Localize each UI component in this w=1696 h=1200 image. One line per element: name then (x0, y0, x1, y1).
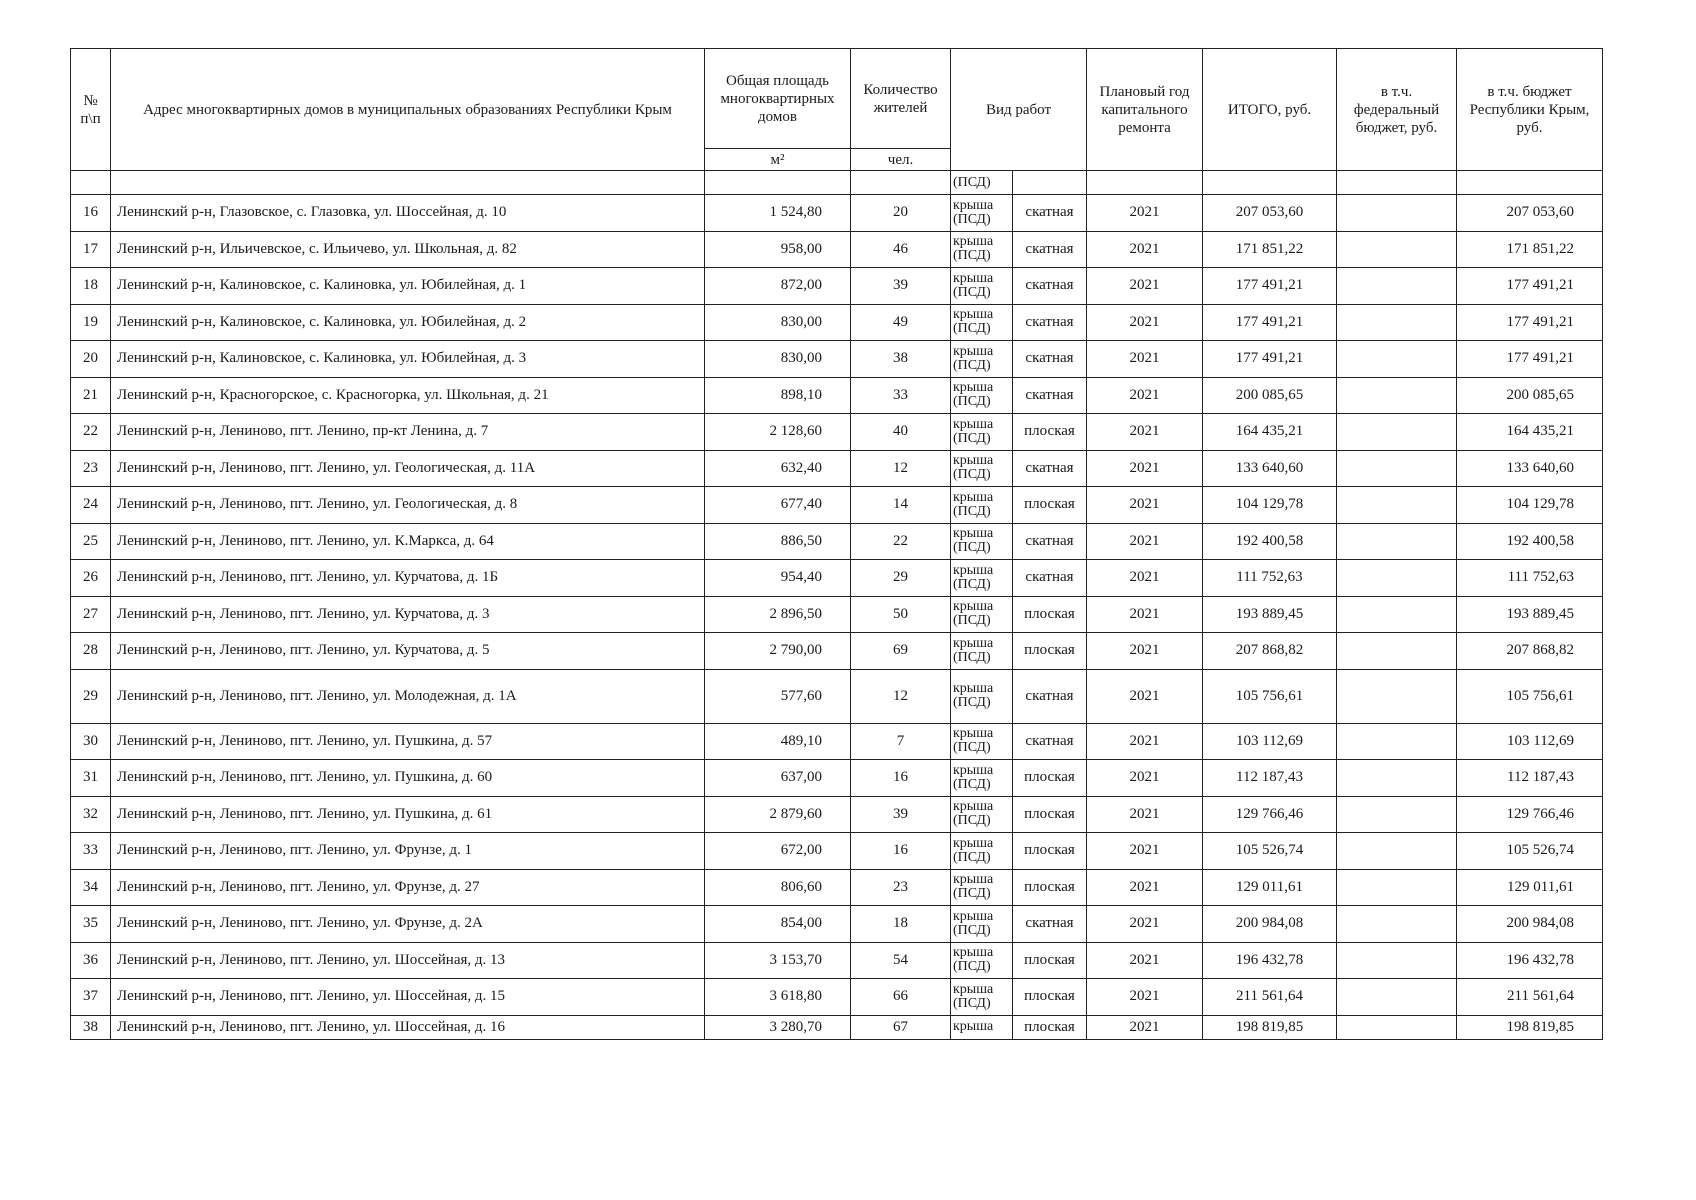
row-area: 898,10 (705, 377, 851, 414)
row-residents: 16 (851, 833, 951, 870)
row-number: 21 (71, 377, 111, 414)
row-residents: 14 (851, 487, 951, 524)
row-year: 2021 (1087, 560, 1203, 597)
row-roof-type: скатная (1013, 268, 1087, 305)
row-roof-type: плоская (1013, 1015, 1087, 1039)
row-address: Ленинский р-н, Лениново, пгт. Ленино, ул. Фрунзе, д. 27 (111, 869, 705, 906)
row-residents: 16 (851, 760, 951, 797)
row-federal (1337, 304, 1457, 341)
row-number: 16 (71, 195, 111, 232)
row-roof-type: скатная (1013, 195, 1087, 232)
row-year: 2021 (1087, 450, 1203, 487)
table-row (71, 377, 1603, 414)
row-area: 3 153,70 (705, 942, 851, 979)
row-roof-type: скатная (1013, 450, 1087, 487)
row-year: 2021 (1087, 1015, 1203, 1039)
row-total: 200 085,65 (1203, 377, 1337, 414)
row-residents: 67 (851, 1015, 951, 1039)
col-year-header: Плановый год капитального ремонта (1087, 49, 1203, 171)
row-federal (1337, 633, 1457, 670)
row-roof-type: плоская (1013, 979, 1087, 1016)
row-roof-type: плоская (1013, 796, 1087, 833)
row-address: Ленинский р-н, Калиновское, с. Калиновка, ул. Юбилейная, д. 1 (111, 268, 705, 305)
row-work: крыша (951, 1015, 1013, 1039)
row-roof-type: скатная (1013, 231, 1087, 268)
row-area: 886,50 (705, 523, 851, 560)
table-row (71, 1015, 1603, 1039)
row-republic: 200 984,08 (1457, 906, 1603, 943)
row-number: 37 (71, 979, 111, 1016)
row-address: Ленинский р-н, Лениново, пгт. Ленино, ул. Курчатова, д. 5 (111, 633, 705, 670)
row-federal (1337, 979, 1457, 1016)
row-year: 2021 (1087, 414, 1203, 451)
row-year: 2021 (1087, 596, 1203, 633)
row-republic: 164 435,21 (1457, 414, 1603, 451)
row-year: 2021 (1087, 487, 1203, 524)
row-area: 2 790,00 (705, 633, 851, 670)
row-federal (1337, 596, 1457, 633)
row-residents: 22 (851, 523, 951, 560)
row-work: крыша (ПСД) (951, 979, 1013, 1016)
row-number: 24 (71, 487, 111, 524)
row-address: Ленинский р-н, Лениново, пгт. Ленино, ул. Шоссейная, д. 13 (111, 942, 705, 979)
row-residents: 20 (851, 195, 951, 232)
table-row (71, 596, 1603, 633)
row-republic: 198 819,85 (1457, 1015, 1603, 1039)
table-row (71, 760, 1603, 797)
col-residents-header: Количество жителей (851, 49, 951, 149)
row-year: 2021 (1087, 341, 1203, 378)
row-work: крыша (ПСД) (951, 195, 1013, 232)
row-roof-type: плоская (1013, 833, 1087, 870)
row-republic: 129 766,46 (1457, 796, 1603, 833)
row-residents: 39 (851, 796, 951, 833)
row-federal (1337, 833, 1457, 870)
row-number: 36 (71, 942, 111, 979)
row-number: 23 (71, 450, 111, 487)
row-republic: 129 011,61 (1457, 869, 1603, 906)
row-federal (1337, 796, 1457, 833)
row-number: 22 (71, 414, 111, 451)
row-work: крыша (ПСД) (951, 560, 1013, 597)
row-year: 2021 (1087, 833, 1203, 870)
table-row (71, 723, 1603, 760)
row-total: 105 526,74 (1203, 833, 1337, 870)
row-residents: 18 (851, 906, 951, 943)
row-work: крыша (ПСД) (951, 942, 1013, 979)
row-area: 2 128,60 (705, 414, 851, 451)
row-number: 35 (71, 906, 111, 943)
row-residents: 66 (851, 979, 951, 1016)
row-work: крыша (ПСД) (951, 487, 1013, 524)
row-address: Ленинский р-н, Ильичевское, с. Ильичево, ул. Школьная, д. 82 (111, 231, 705, 268)
row-address: Ленинский р-н, Лениново, пгт. Ленино, ул. Шоссейная, д. 16 (111, 1015, 705, 1039)
row-work: крыша (ПСД) (951, 341, 1013, 378)
row-residents: 54 (851, 942, 951, 979)
row-year: 2021 (1087, 268, 1203, 305)
row-area: 632,40 (705, 450, 851, 487)
table-row (71, 450, 1603, 487)
row-year: 2021 (1087, 523, 1203, 560)
table-row (71, 979, 1603, 1016)
row-residents: 46 (851, 231, 951, 268)
row-roof-type: плоская (1013, 760, 1087, 797)
row-republic: 211 561,64 (1457, 979, 1603, 1016)
row-area: 577,60 (705, 669, 851, 723)
table-row (71, 414, 1603, 451)
row-federal (1337, 414, 1457, 451)
row-area: 872,00 (705, 268, 851, 305)
row-roof-type: скатная (1013, 906, 1087, 943)
document-page (70, 48, 1602, 1040)
row-federal (1337, 231, 1457, 268)
row-work: крыша (ПСД) (951, 796, 1013, 833)
table-row (71, 669, 1603, 723)
row-federal (1337, 869, 1457, 906)
row-year: 2021 (1087, 869, 1203, 906)
col-work-header: Вид работ (951, 49, 1087, 171)
row-total: 211 561,64 (1203, 979, 1337, 1016)
row-area: 954,40 (705, 560, 851, 597)
row-total: 129 766,46 (1203, 796, 1337, 833)
col-num-header: № п\п (71, 49, 111, 171)
row-residents: 40 (851, 414, 951, 451)
row-federal (1337, 450, 1457, 487)
row-roof-type: скатная (1013, 304, 1087, 341)
row-work: крыша (ПСД) (951, 450, 1013, 487)
row-total: 177 491,21 (1203, 304, 1337, 341)
row-number: 34 (71, 869, 111, 906)
col-area-header: Общая площадь многоквартирных домов (705, 49, 851, 149)
row-work: крыша (ПСД) (951, 633, 1013, 670)
row-number: 17 (71, 231, 111, 268)
row-number: 19 (71, 304, 111, 341)
table-row (71, 906, 1603, 943)
row-year: 2021 (1087, 942, 1203, 979)
row-republic: 196 432,78 (1457, 942, 1603, 979)
row-area: 3 280,70 (705, 1015, 851, 1039)
row-work: крыша (ПСД) (951, 304, 1013, 341)
row-work: крыша (ПСД) (951, 377, 1013, 414)
row-total: 104 129,78 (1203, 487, 1337, 524)
row-work: крыша (ПСД) (951, 760, 1013, 797)
row-federal (1337, 487, 1457, 524)
row-total: 177 491,21 (1203, 268, 1337, 305)
row-address: Ленинский р-н, Лениново, пгт. Ленино, ул. Геологическая, д. 11А (111, 450, 705, 487)
row-area: 677,40 (705, 487, 851, 524)
row-total: 192 400,58 (1203, 523, 1337, 560)
residents-unit: чел. (851, 149, 951, 171)
row-number: 30 (71, 723, 111, 760)
row-residents: 38 (851, 341, 951, 378)
row-roof-type: скатная (1013, 377, 1087, 414)
row-total: 112 187,43 (1203, 760, 1337, 797)
row-work: крыша (ПСД) (951, 906, 1013, 943)
row-year: 2021 (1087, 195, 1203, 232)
row-republic: 177 491,21 (1457, 304, 1603, 341)
row-address: Ленинский р-н, Лениново, пгт. Ленино, ул. Молодежная, д. 1А (111, 669, 705, 723)
row-republic: 177 491,21 (1457, 268, 1603, 305)
table-row (71, 195, 1603, 232)
row-roof-type: скатная (1013, 560, 1087, 597)
row-work: крыша (ПСД) (951, 833, 1013, 870)
row-republic: 105 526,74 (1457, 833, 1603, 870)
row-republic: 171 851,22 (1457, 231, 1603, 268)
row-republic: 200 085,65 (1457, 377, 1603, 414)
row-address: Ленинский р-н, Лениново, пгт. Ленино, ул. Пушкина, д. 61 (111, 796, 705, 833)
row-work: крыша (ПСД) (951, 231, 1013, 268)
row-roof-type: плоская (1013, 487, 1087, 524)
row-area: 2 896,50 (705, 596, 851, 633)
row-republic: 177 491,21 (1457, 341, 1603, 378)
row-total: 207 868,82 (1203, 633, 1337, 670)
row-republic: 207 053,60 (1457, 195, 1603, 232)
row-area: 958,00 (705, 231, 851, 268)
row-work: крыша (ПСД) (951, 669, 1013, 723)
row-total: 198 819,85 (1203, 1015, 1337, 1039)
row-roof-type: плоская (1013, 942, 1087, 979)
row-year: 2021 (1087, 669, 1203, 723)
row-roof-type: скатная (1013, 341, 1087, 378)
row-residents: 12 (851, 669, 951, 723)
row-address: Ленинский р-н, Глазовское, с. Глазовка, ул. Шоссейная, д. 10 (111, 195, 705, 232)
row-total: 171 851,22 (1203, 231, 1337, 268)
row-federal (1337, 268, 1457, 305)
row-number: 26 (71, 560, 111, 597)
area-unit: м² (705, 149, 851, 171)
row-year: 2021 (1087, 906, 1203, 943)
col-republic-header: в т.ч. бюджет Республики Крым, руб. (1457, 49, 1603, 171)
row-roof-type: скатная (1013, 523, 1087, 560)
row-total: 129 011,61 (1203, 869, 1337, 906)
row-address: Ленинский р-н, Лениново, пгт. Ленино, ул. К.Маркса, д. 64 (111, 523, 705, 560)
row-federal (1337, 669, 1457, 723)
table-row (71, 560, 1603, 597)
table-row (71, 231, 1603, 268)
row-area: 672,00 (705, 833, 851, 870)
row-address: Ленинский р-н, Лениново, пгт. Ленино, ул. Курчатова, д. 1Б (111, 560, 705, 597)
row-roof-type: скатная (1013, 669, 1087, 723)
row-year: 2021 (1087, 723, 1203, 760)
row-area: 806,60 (705, 869, 851, 906)
row-number: 25 (71, 523, 111, 560)
row-federal (1337, 341, 1457, 378)
row-work: крыша (ПСД) (951, 414, 1013, 451)
row-total: 207 053,60 (1203, 195, 1337, 232)
row-address: Ленинский р-н, Лениново, пгт. Ленино, ул. Курчатова, д. 3 (111, 596, 705, 633)
row-work: крыша (ПСД) (951, 523, 1013, 560)
row-area: 2 879,60 (705, 796, 851, 833)
row-total: 133 640,60 (1203, 450, 1337, 487)
row-area: 489,10 (705, 723, 851, 760)
row-address: Ленинский р-н, Калиновское, с. Калиновка, ул. Юбилейная, д. 3 (111, 341, 705, 378)
row-republic: 192 400,58 (1457, 523, 1603, 560)
row-number: 18 (71, 268, 111, 305)
repair-table (70, 48, 1603, 1040)
table-row (71, 633, 1603, 670)
row-republic: 207 868,82 (1457, 633, 1603, 670)
row-year: 2021 (1087, 796, 1203, 833)
row-residents: 39 (851, 268, 951, 305)
row-year: 2021 (1087, 231, 1203, 268)
row-address: Ленинский р-н, Лениново, пгт. Ленино, пр-кт Ленина, д. 7 (111, 414, 705, 451)
row-number: 29 (71, 669, 111, 723)
row-work: крыша (ПСД) (951, 596, 1013, 633)
table-row (71, 796, 1603, 833)
row-number: 28 (71, 633, 111, 670)
row-republic: 104 129,78 (1457, 487, 1603, 524)
table-row (71, 268, 1603, 305)
row-year: 2021 (1087, 760, 1203, 797)
row-republic: 111 752,63 (1457, 560, 1603, 597)
row-residents: 7 (851, 723, 951, 760)
row-roof-type: плоская (1013, 869, 1087, 906)
row-area: 830,00 (705, 341, 851, 378)
row-total: 196 432,78 (1203, 942, 1337, 979)
row-year: 2021 (1087, 979, 1203, 1016)
row-number: 20 (71, 341, 111, 378)
table-row (71, 341, 1603, 378)
row-number: 27 (71, 596, 111, 633)
row-roof-type: плоская (1013, 596, 1087, 633)
row-total: 164 435,21 (1203, 414, 1337, 451)
table-row (71, 487, 1603, 524)
row-roof-type: плоская (1013, 414, 1087, 451)
row-work: крыша (ПСД) (951, 268, 1013, 305)
row-address: Ленинский р-н, Красногорское, с. Красногорка, ул. Школьная, д. 21 (111, 377, 705, 414)
row-residents: 50 (851, 596, 951, 633)
row-republic: 193 889,45 (1457, 596, 1603, 633)
row-number: 38 (71, 1015, 111, 1039)
row-address: Ленинский р-н, Лениново, пгт. Ленино, ул. Фрунзе, д. 2А (111, 906, 705, 943)
row-address: Ленинский р-н, Калиновское, с. Калиновка, ул. Юбилейная, д. 2 (111, 304, 705, 341)
col-address-header: Адрес многоквартирных домов в муниципальных образованиях Республики Крым (111, 49, 705, 171)
row-area: 3 618,80 (705, 979, 851, 1016)
row-year: 2021 (1087, 304, 1203, 341)
row-federal (1337, 560, 1457, 597)
row-residents: 69 (851, 633, 951, 670)
row-address: Ленинский р-н, Лениново, пгт. Ленино, ул. Фрунзе, д. 1 (111, 833, 705, 870)
table-row (71, 869, 1603, 906)
row-residents: 29 (851, 560, 951, 597)
row-federal (1337, 906, 1457, 943)
row-roof-type: плоская (1013, 633, 1087, 670)
row-year: 2021 (1087, 377, 1203, 414)
continuation-row (71, 171, 1603, 195)
row-work: крыша (ПСД) (951, 869, 1013, 906)
row-federal (1337, 723, 1457, 760)
row-number: 33 (71, 833, 111, 870)
col-total-header: ИТОГО, руб. (1203, 49, 1337, 171)
row-residents: 23 (851, 869, 951, 906)
row-address: Ленинский р-н, Лениново, пгт. Ленино, ул. Геологическая, д. 8 (111, 487, 705, 524)
row-address: Ленинский р-н, Лениново, пгт. Ленино, ул. Пушкина, д. 60 (111, 760, 705, 797)
row-federal (1337, 377, 1457, 414)
row-federal (1337, 523, 1457, 560)
row-total: 105 756,61 (1203, 669, 1337, 723)
row-area: 1 524,80 (705, 195, 851, 232)
row-work: крыша (ПСД) (951, 723, 1013, 760)
row-number: 32 (71, 796, 111, 833)
row-republic: 105 756,61 (1457, 669, 1603, 723)
table-row (71, 304, 1603, 341)
row-federal (1337, 760, 1457, 797)
row-number: 31 (71, 760, 111, 797)
row-roof-type: скатная (1013, 723, 1087, 760)
row-total: 111 752,63 (1203, 560, 1337, 597)
row-year: 2021 (1087, 633, 1203, 670)
row-federal (1337, 942, 1457, 979)
row-area: 854,00 (705, 906, 851, 943)
row-residents: 33 (851, 377, 951, 414)
row-area: 830,00 (705, 304, 851, 341)
table-row (71, 942, 1603, 979)
table-row (71, 833, 1603, 870)
row-federal (1337, 1015, 1457, 1039)
row-address: Ленинский р-н, Лениново, пгт. Ленино, ул. Пушкина, д. 57 (111, 723, 705, 760)
row-republic: 112 187,43 (1457, 760, 1603, 797)
row-republic: 103 112,69 (1457, 723, 1603, 760)
continuation-work: (ПСД) (951, 171, 1013, 195)
table-row (71, 523, 1603, 560)
row-total: 200 984,08 (1203, 906, 1337, 943)
row-total: 193 889,45 (1203, 596, 1337, 633)
row-federal (1337, 195, 1457, 232)
row-total: 177 491,21 (1203, 341, 1337, 378)
row-area: 637,00 (705, 760, 851, 797)
row-total: 103 112,69 (1203, 723, 1337, 760)
col-federal-header: в т.ч. федеральный бюджет, руб. (1337, 49, 1457, 171)
row-residents: 12 (851, 450, 951, 487)
header-row (71, 49, 1603, 149)
row-residents: 49 (851, 304, 951, 341)
row-address: Ленинский р-н, Лениново, пгт. Ленино, ул. Шоссейная, д. 15 (111, 979, 705, 1016)
row-republic: 133 640,60 (1457, 450, 1603, 487)
